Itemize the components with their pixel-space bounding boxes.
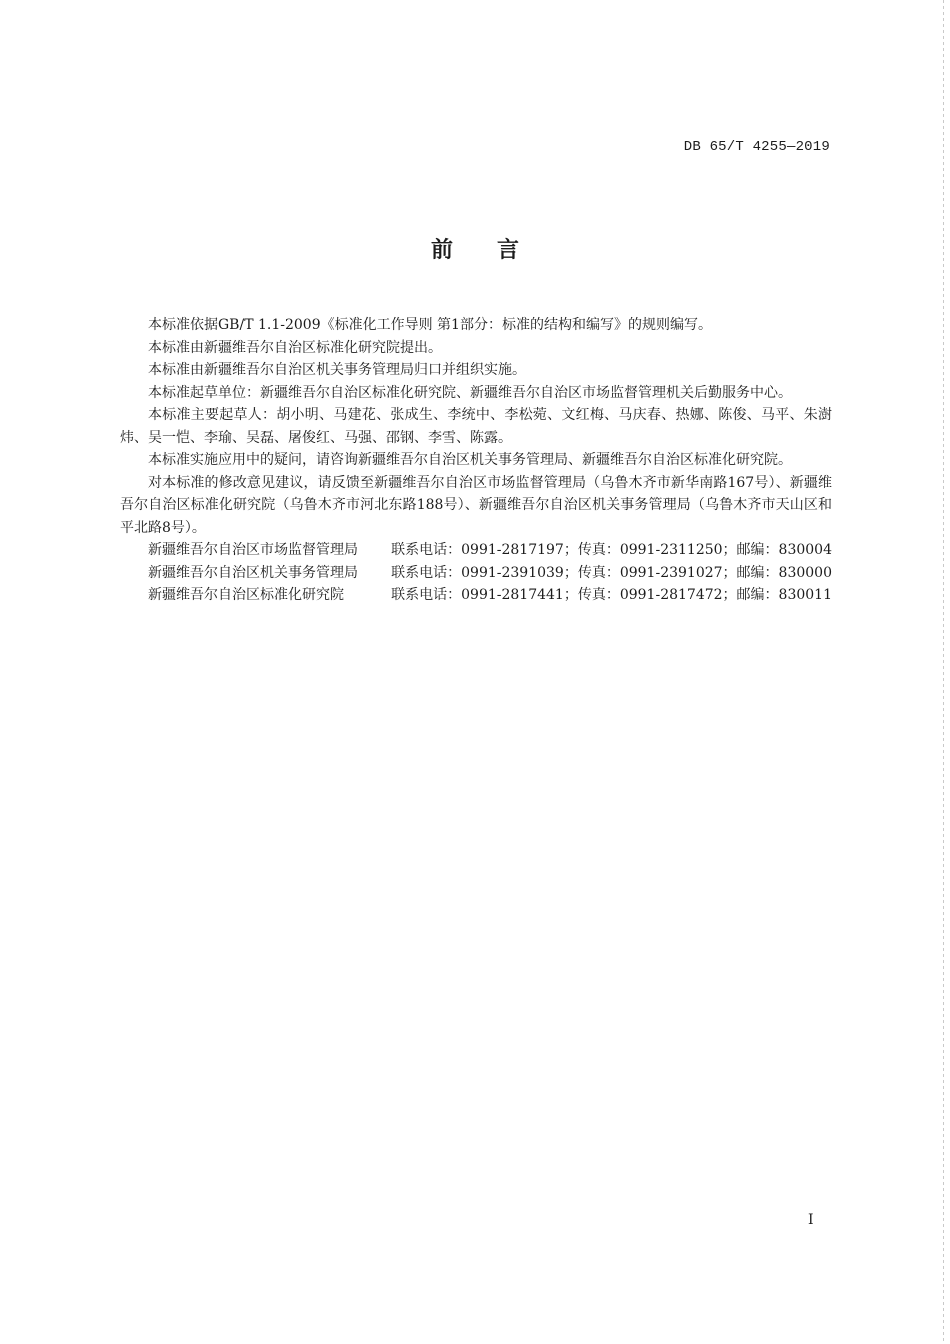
contact-org: 新疆维吾尔自治区市场监督管理局 (148, 542, 358, 558)
paragraph-administrator: 本标准由新疆维吾尔自治区机关事务管理局归口并组织实施。 (148, 362, 526, 378)
contact-row (120, 562, 832, 585)
contact-org: 新疆维吾尔自治区机关事务管理局 (148, 564, 358, 581)
contact-org: 新疆维吾尔自治区标准化研究院 (148, 587, 344, 603)
paragraph-drafting-units: 本标准起草单位：新疆维吾尔自治区标准化研究院、新疆维吾尔自治区市场监督管理机关后勤服务中心。 (148, 384, 792, 401)
page-edge-line (943, 0, 944, 1344)
contact-info: 联系电话：0991-2391039；传真：0991-2391027；邮编：830000 (391, 564, 832, 581)
contact-info: 联系电话：0991-2817197；传真：0991-2311250；邮编：830004 (391, 542, 832, 558)
contact-row (120, 539, 832, 562)
paragraph-proposer: 本标准由新疆维吾尔自治区标准化研究院提出。 (148, 339, 442, 356)
paragraph-feedback: 对本标准的修改意见建议，请反馈至新疆维吾尔自治区市场监督管理局（乌鲁木齐市新华南路167号）、新疆维吾尔自治区标准化研究院（乌鲁木齐市河北东路188号）、新疆维吾尔自治区机关事务管理局（乌鲁木齐市天山区和平北路8号）。 (120, 474, 832, 536)
paragraph-inquiries: 本标准实施应用中的疑问，请咨询新疆维吾尔自治区机关事务管理局、新疆维吾尔自治区标准化研究院。 (148, 452, 792, 468)
preface-body (120, 314, 832, 607)
page-number: I (808, 1212, 814, 1228)
paragraph-drafters: 本标准主要起草人：胡小明、马建花、张成生、李统中、李松菀、文红梅、马庆春、热娜、陈俊、马平、朱澍炜、吴一恺、李瑜、吴磊、屠俊红、马强、邵钢、李雪、陈露。 (120, 407, 832, 446)
paragraph-drafting-rules: 本标准依据GB/T 1.1-2009《标准化工作导则 第1部分：标准的结构和编写》的规则编写。 (148, 317, 712, 333)
document-code: DB 65/T 4255—2019 (683, 139, 830, 155)
contact-row (120, 584, 832, 607)
page-title: 前言 (430, 238, 563, 263)
contact-info: 联系电话：0991-2817441；传真：0991-2817472；邮编：830011 (391, 587, 832, 603)
